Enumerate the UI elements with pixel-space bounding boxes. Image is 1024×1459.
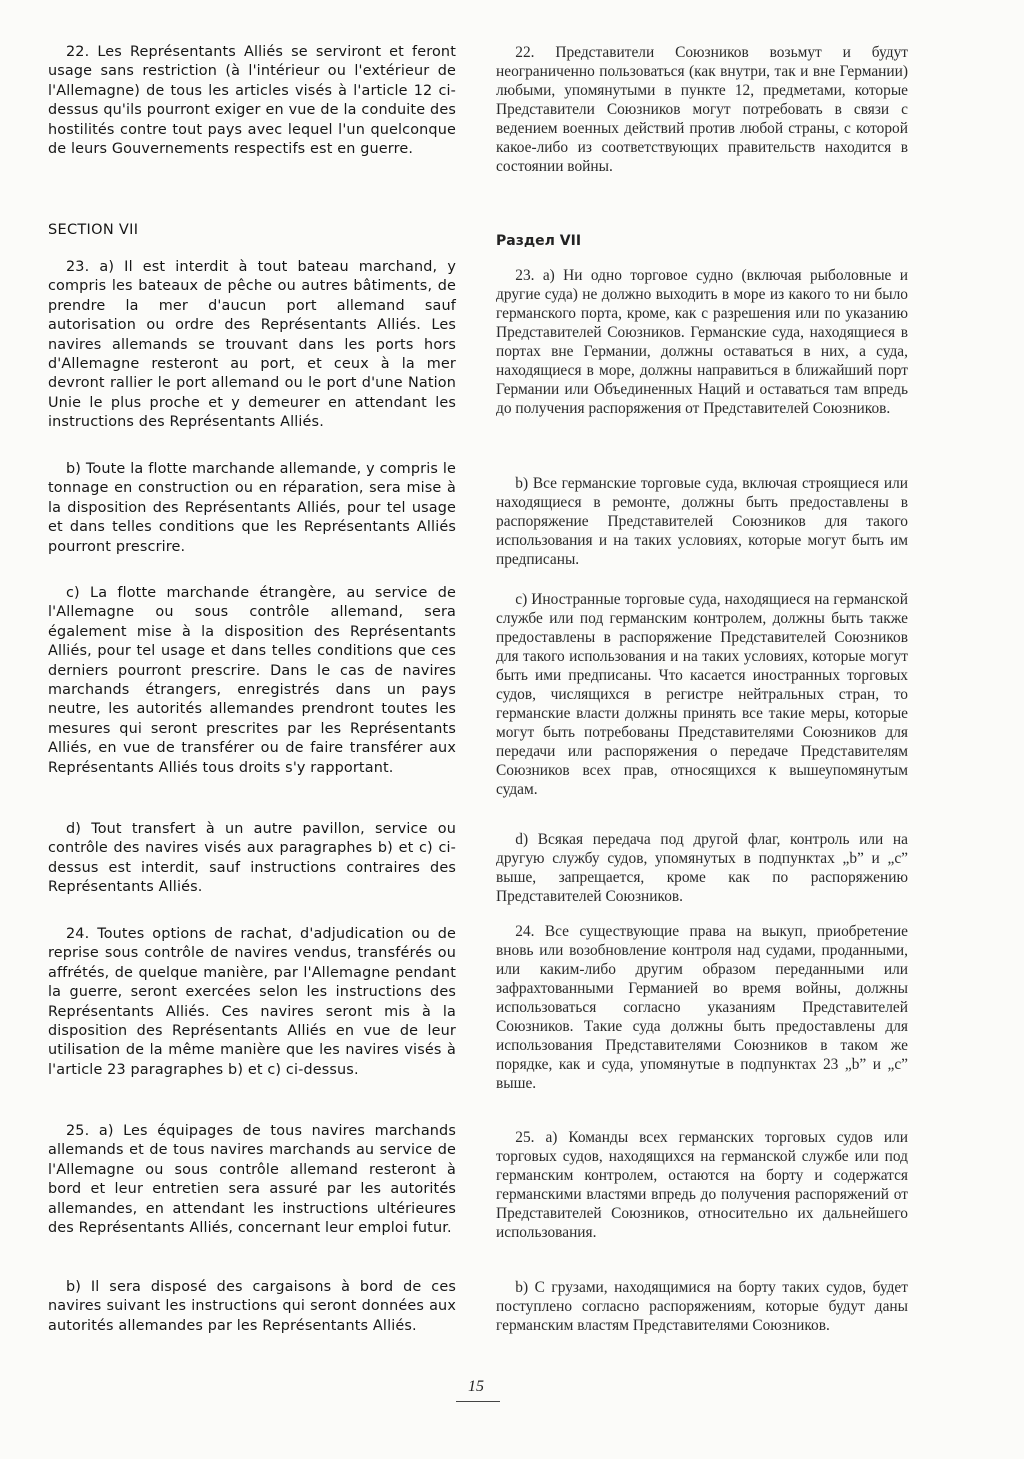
ru-article-23c: с) Иностранные торговые суда, находящиеся на германской службе или под германским контролем, должны быть также предоставлены в распоряжение Представителей Союзников для такого использования и на таких условиях, которые могут быть ими предписаны. Что касается иностранных торговых судов, числящихся в регистре нейтральных стран, то германские власти должны принять все такие меры, которые могут быть потребованы Представителями Союзников для передачи или распоряжения о передаче Представителям Союзников всех прав, относящихся к вышеупомянутым судам. [496, 591, 908, 798]
fr-section-title: SECTION VII [48, 222, 139, 238]
fr-article-23c: c) La flotte marchande étrangère, au service de l'Allemagne ou sous contrôle allemand, sera également mise à la disposition des Représentants Alliés, pour tel usage et dans telles conditions que ces derniers pourront prescrire. Dans le cas de navires marchands étrangers, enregistrés dans un pays neutre, les autorités allemandes prendront toutes les mesures qui seront prescrites par les Représentants Alliés, en vue de transférer ou de faire transférer aux Représentants Alliés tous droits s'y rapportant. [48, 585, 456, 776]
fr-article-23b: b) Toute la flotte marchande allemande, y compris le tonnage en construction ou en réparation, sera mise à la disposition des Représentants Alliés, pour tel usage et dans telles conditions que les Représentants Alliés pourront prescrire. [48, 461, 456, 555]
fr-article-25b: b) Il sera disposé des cargaisons à bord de ces navires suivant les instructions qui seront données aux autorités allemandes par les Représentants Alliés. [48, 1279, 456, 1334]
page-number-rule [456, 1401, 500, 1402]
ru-article-24: 24. Все существующие права на выкуп, приобретение вновь или возобновление контроля над судами, проданными, или каким-либо другим образом переданными или зафрахтованными Германией во время войны, должны использоваться согласно указаниям Представителей Союзников. Такие суда должны быть предоставлены для использования Представителями Союзников в таком же порядке, как и суда, упомянутые в подпунктах 23 „b” и „с” выше. [496, 923, 908, 1092]
fr-article-22: 22. Les Représentants Alliés se serviront et feront usage sans restriction (à l'intérieur ou l'extérieur de l'Allemagne) de tous les articles visés à l'article 12 ci-dessus qu'ils pourront exiger en vue de la conduite des hostilités contre tout pays avec lequel l'un quelconque de leurs Gouvernements respectifs est en guerre. [48, 44, 456, 158]
fr-article-23d: d) Tout transfert à un autre pavillon, service ou contrôle des navires visés aux paragraphes b) et c) ci-dessus est interdit, sauf instructions contraires des Représentants Alliés. [48, 821, 456, 896]
ru-section-title: Раздел VII [496, 233, 582, 249]
ru-article-23a: 23. а) Ни одно торговое судно (включая рыболовные и другие суда) не должно выходить в море из какого то ни было германского порта, кроме, как с разрешения или по указанию Представителей Союзников. Германские суда, находящиеся в портах вне Германии, должны оставаться в них, а суда, находящиеся в море, должны направиться в ближайший порт Германии или Объединенных Наций и оставаться там впредь до получения распоряжения от Представителей Союзников. [496, 267, 908, 417]
ru-article-23b: b) Все германские торговые суда, включая строящиеся или находящиеся в ремонте, должны быть предоставлены в распоряжение Представителей Союзников для такого использования и на таких условиях, которые могут быть им предписаны. [496, 475, 908, 568]
fr-article-24: 24. Toutes options de rachat, d'adjudication ou de reprise sous contrôle de navires vendus, transférés ou affrétés, de quelque manière, par l'Allemagne pendant la guerre, seront exercées selon les instructions des Représentants Alliés. Ces navires seront mis à la disposition des Représentants Alliés en vue de leur utilisation de la même manière que les navires visés à l'article 23 paragraphes b) et c) ci-dessus. [48, 926, 456, 1078]
ru-article-25a: 25. а) Команды всех германских торговых судов или торговых судов, находящихся на германской службе или под германским контролем, остаются на борту и содержатся германскими властями впредь до получения распоряжений от Представителей Союзников, относительно их дальнейшего использования. [496, 1129, 908, 1241]
fr-article-23a: 23. a) Il est interdit à tout bateau marchand, y compris les bateaux de pêche ou autres bâtiments, de prendre la mer d'aucun port allemand sauf autorisation ou ordre des Représentants Alliés. Les navires allemands se trouvant dans les ports hors d'Allemagne resteront au port, et ceux à la mer devront rallier le port allemand ou le port d'une Nation Unie le plus proche et y demeurer en attendant les instructions des Représentants Alliés. [48, 259, 456, 431]
fr-article-25a: 25. a) Les équipages de tous navires marchands allemands et de tous navires marchands au service de l'Allemagne ou sous contrôle allemand resteront à bord et leur entretien sera assuré par les autorités allemandes, en attendant les instructions ultérieures des Représentants Alliés, concernant leur emploi futur. [48, 1123, 456, 1237]
ru-article-22: 22. Представители Союзников возьмут и будут неограниченно пользоваться (как внутри, так и вне Германии) любыми, упомянутыми в пункте 12, предметами, которые Представители Союзников могут потребовать в связи с ведением военных действий против любой страны, с которой какое-либо из соответствующих правительств находится в состоянии войны. [496, 44, 908, 175]
ru-article-23d: d) Всякая передача под другой флаг, контроль или на другую службу судов, упомянутых в подпунктах „b” и „с” выше, запрещается, кроме как по распоряжению Представителей Союзников. [496, 831, 908, 905]
ru-article-25b: b) С грузами, находящимися на борту таких судов, будет поступлено согласно распоряжениям, которые будут даны германским властям Представителями Союзников. [496, 1279, 908, 1334]
page-number: 15 [468, 1378, 484, 1395]
